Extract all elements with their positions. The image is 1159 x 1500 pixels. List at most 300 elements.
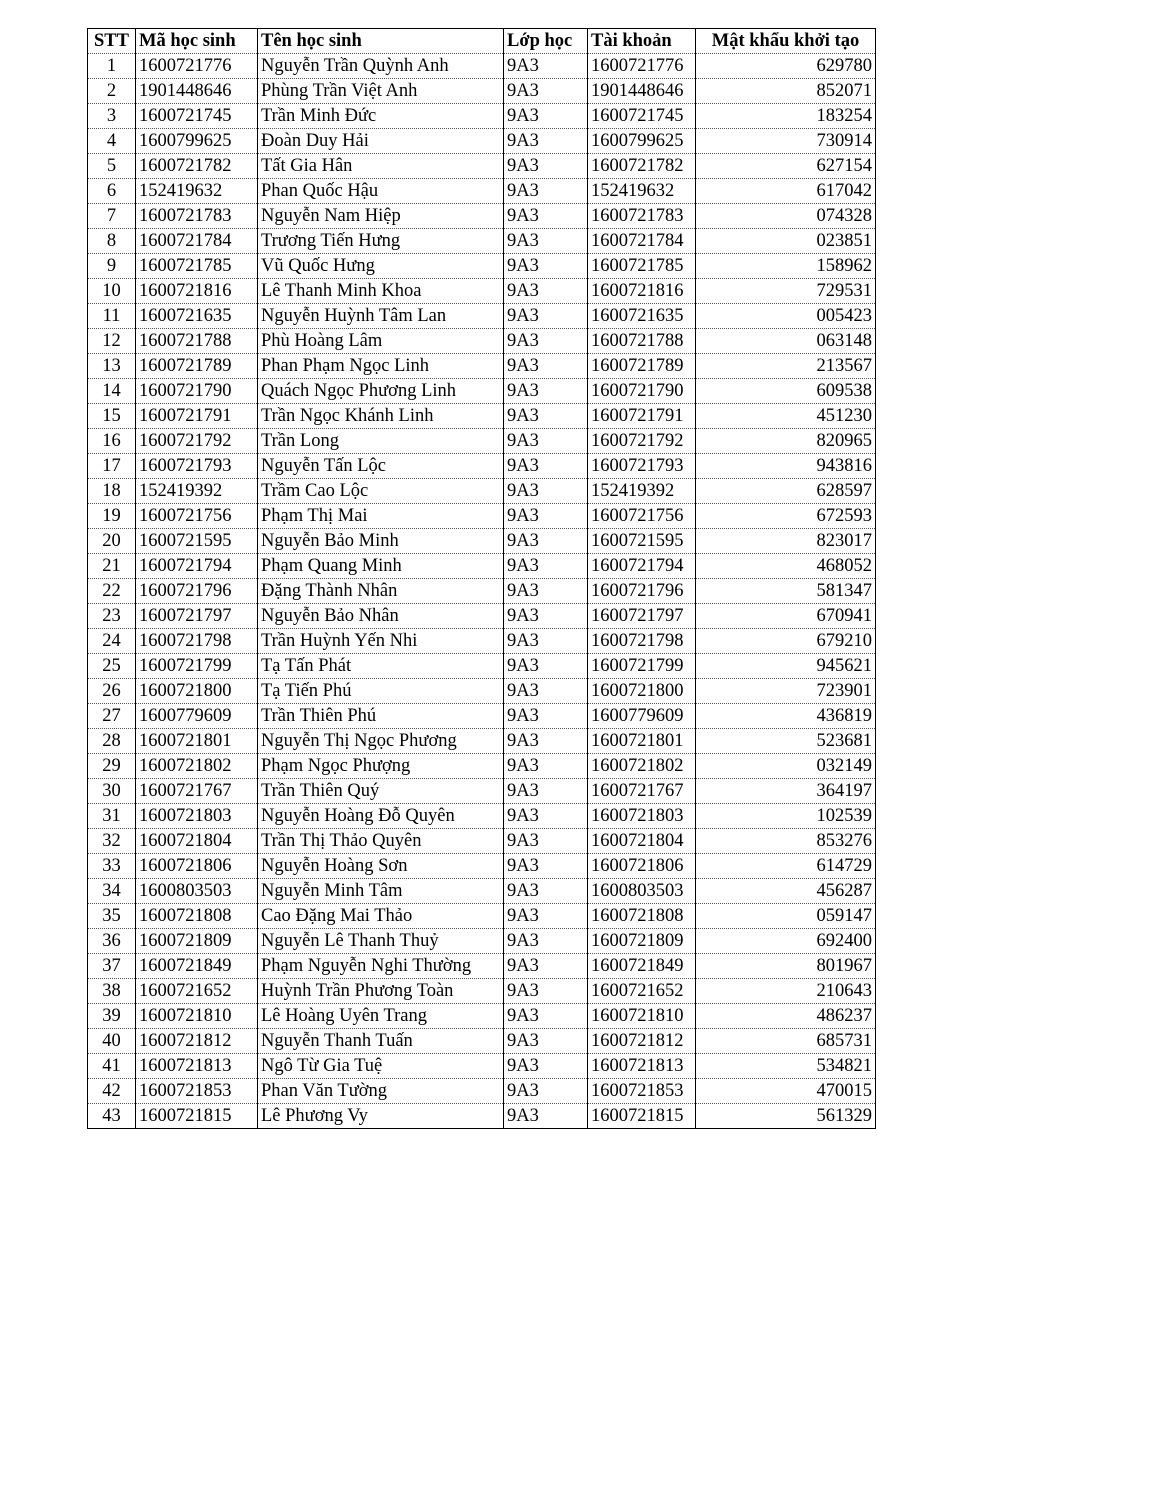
cell-student-id: 1600721816 <box>136 279 258 304</box>
cell-student-id: 152419392 <box>136 479 258 504</box>
cell-student-name: Phù Hoàng Lâm <box>258 329 504 354</box>
cell-class: 9A3 <box>504 504 588 529</box>
cell-student-id: 1600721804 <box>136 829 258 854</box>
cell-initial-password: 213567 <box>696 354 876 379</box>
cell-student-name: Trầm Cao Lộc <box>258 479 504 504</box>
cell-account: 1600721790 <box>588 379 696 404</box>
cell-initial-password: 801967 <box>696 954 876 979</box>
cell-student-name: Huỳnh Trần Phương Toàn <box>258 979 504 1004</box>
table-row <box>88 504 876 529</box>
table-row <box>88 354 876 379</box>
cell-student-id: 1600721808 <box>136 904 258 929</box>
cell-stt: 38 <box>88 979 136 1004</box>
cell-account: 1600721810 <box>588 1004 696 1029</box>
cell-class: 9A3 <box>504 579 588 604</box>
cell-class: 9A3 <box>504 429 588 454</box>
table-row <box>88 829 876 854</box>
cell-class: 9A3 <box>504 304 588 329</box>
cell-class: 9A3 <box>504 679 588 704</box>
cell-account: 1600721804 <box>588 829 696 854</box>
cell-student-id: 1600721756 <box>136 504 258 529</box>
cell-account: 1600721782 <box>588 154 696 179</box>
cell-class: 9A3 <box>504 529 588 554</box>
cell-student-name: Tạ Tấn Phát <box>258 654 504 679</box>
cell-account: 1600721776 <box>588 54 696 79</box>
cell-initial-password: 364197 <box>696 779 876 804</box>
table-row <box>88 104 876 129</box>
table-row <box>88 254 876 279</box>
cell-account: 1600721849 <box>588 954 696 979</box>
cell-class: 9A3 <box>504 54 588 79</box>
cell-account: 1600721798 <box>588 629 696 654</box>
cell-initial-password: 670941 <box>696 604 876 629</box>
cell-stt: 31 <box>88 804 136 829</box>
header-row <box>88 29 876 54</box>
cell-student-id: 1600721767 <box>136 779 258 804</box>
cell-stt: 35 <box>88 904 136 929</box>
cell-initial-password: 853276 <box>696 829 876 854</box>
cell-account: 1600779609 <box>588 704 696 729</box>
cell-class: 9A3 <box>504 629 588 654</box>
table-row <box>88 204 876 229</box>
header-student-name: Tên học sinh <box>258 29 504 54</box>
cell-stt: 39 <box>88 1004 136 1029</box>
cell-account: 1600721794 <box>588 554 696 579</box>
cell-account: 1600721797 <box>588 604 696 629</box>
table-row <box>88 604 876 629</box>
cell-stt: 26 <box>88 679 136 704</box>
cell-stt: 15 <box>88 404 136 429</box>
table-row <box>88 929 876 954</box>
cell-stt: 5 <box>88 154 136 179</box>
cell-student-name: Nguyễn Nam Hiệp <box>258 204 504 229</box>
cell-student-name: Nguyễn Thanh Tuấn <box>258 1029 504 1054</box>
cell-class: 9A3 <box>504 1104 588 1129</box>
cell-initial-password: 628597 <box>696 479 876 504</box>
table-row <box>88 304 876 329</box>
table-row <box>88 529 876 554</box>
cell-student-id: 1600721595 <box>136 529 258 554</box>
table-row <box>88 454 876 479</box>
cell-initial-password: 945621 <box>696 654 876 679</box>
cell-student-id: 1600721790 <box>136 379 258 404</box>
cell-student-id: 1600799625 <box>136 129 258 154</box>
cell-account: 1600721802 <box>588 754 696 779</box>
cell-student-id: 1600721812 <box>136 1029 258 1054</box>
cell-student-name: Trần Thiên Quý <box>258 779 504 804</box>
cell-student-name: Phạm Nguyễn Nghi Thường <box>258 954 504 979</box>
cell-account: 1600721595 <box>588 529 696 554</box>
table-row <box>88 1104 876 1129</box>
cell-account: 1600721799 <box>588 654 696 679</box>
cell-account: 1600721652 <box>588 979 696 1004</box>
cell-initial-password: 210643 <box>696 979 876 1004</box>
cell-student-id: 1600721801 <box>136 729 258 754</box>
cell-student-id: 1600721800 <box>136 679 258 704</box>
cell-initial-password: 059147 <box>696 904 876 929</box>
cell-stt: 9 <box>88 254 136 279</box>
cell-stt: 7 <box>88 204 136 229</box>
table-row <box>88 879 876 904</box>
cell-class: 9A3 <box>504 254 588 279</box>
table-row <box>88 329 876 354</box>
cell-initial-password: 102539 <box>696 804 876 829</box>
cell-student-name: Phan Quốc Hậu <box>258 179 504 204</box>
cell-student-name: Nguyễn Lê Thanh Thuỷ <box>258 929 504 954</box>
table-row <box>88 954 876 979</box>
cell-account: 1600721800 <box>588 679 696 704</box>
table-row <box>88 429 876 454</box>
cell-account: 1600721803 <box>588 804 696 829</box>
cell-student-id: 1600721797 <box>136 604 258 629</box>
cell-student-id: 1600721788 <box>136 329 258 354</box>
cell-stt: 33 <box>88 854 136 879</box>
cell-student-name: Lê Hoàng Uyên Trang <box>258 1004 504 1029</box>
table-row <box>88 179 876 204</box>
cell-class: 9A3 <box>504 404 588 429</box>
cell-student-id: 1600779609 <box>136 704 258 729</box>
cell-student-id: 1600721803 <box>136 804 258 829</box>
cell-initial-password: 820965 <box>696 429 876 454</box>
cell-initial-password: 468052 <box>696 554 876 579</box>
cell-initial-password: 627154 <box>696 154 876 179</box>
cell-student-id: 1600721799 <box>136 654 258 679</box>
cell-initial-password: 679210 <box>696 629 876 654</box>
cell-initial-password: 032149 <box>696 754 876 779</box>
cell-account: 1600721792 <box>588 429 696 454</box>
cell-account: 1600721801 <box>588 729 696 754</box>
cell-student-name: Đặng Thành Nhân <box>258 579 504 604</box>
cell-class: 9A3 <box>504 929 588 954</box>
table-row <box>88 79 876 104</box>
cell-stt: 2 <box>88 79 136 104</box>
header-student-id: Mã học sinh <box>136 29 258 54</box>
cell-initial-password: 023851 <box>696 229 876 254</box>
cell-initial-password: 074328 <box>696 204 876 229</box>
cell-initial-password: 729531 <box>696 279 876 304</box>
cell-student-id: 1600721815 <box>136 1104 258 1129</box>
cell-initial-password: 063148 <box>696 329 876 354</box>
cell-student-name: Phùng Trần Việt Anh <box>258 79 504 104</box>
cell-class: 9A3 <box>504 329 588 354</box>
cell-class: 9A3 <box>504 204 588 229</box>
table-row <box>88 54 876 79</box>
table-row <box>88 679 876 704</box>
table-row <box>88 1054 876 1079</box>
cell-class: 9A3 <box>504 829 588 854</box>
cell-student-name: Tạ Tiến Phú <box>258 679 504 704</box>
cell-account: 1600721789 <box>588 354 696 379</box>
cell-class: 9A3 <box>504 804 588 829</box>
cell-student-id: 1600721810 <box>136 1004 258 1029</box>
cell-student-name: Nguyễn Trần Quỳnh Anh <box>258 54 504 79</box>
cell-student-name: Phạm Thị Mai <box>258 504 504 529</box>
cell-class: 9A3 <box>504 904 588 929</box>
cell-student-name: Nguyễn Bảo Minh <box>258 529 504 554</box>
cell-stt: 23 <box>88 604 136 629</box>
cell-student-name: Trần Thị Thảo Quyên <box>258 829 504 854</box>
cell-initial-password: 523681 <box>696 729 876 754</box>
cell-student-id: 1600721792 <box>136 429 258 454</box>
cell-student-name: Trần Long <box>258 429 504 454</box>
header-initial-password: Mật khẩu khởi tạo <box>696 29 876 54</box>
cell-initial-password: 183254 <box>696 104 876 129</box>
cell-class: 9A3 <box>504 979 588 1004</box>
cell-student-name: Lê Phương Vy <box>258 1104 504 1129</box>
cell-class: 9A3 <box>504 604 588 629</box>
cell-class: 9A3 <box>504 179 588 204</box>
cell-stt: 25 <box>88 654 136 679</box>
cell-student-id: 1600721802 <box>136 754 258 779</box>
cell-initial-password: 629780 <box>696 54 876 79</box>
cell-class: 9A3 <box>504 654 588 679</box>
cell-account: 1600721788 <box>588 329 696 354</box>
cell-account: 1600721793 <box>588 454 696 479</box>
cell-class: 9A3 <box>504 479 588 504</box>
cell-student-name: Trần Thiên Phú <box>258 704 504 729</box>
cell-student-name: Ngô Từ Gia Tuệ <box>258 1054 504 1079</box>
cell-account: 1600721808 <box>588 904 696 929</box>
cell-stt: 42 <box>88 1079 136 1104</box>
cell-initial-password: 852071 <box>696 79 876 104</box>
cell-account: 1600721815 <box>588 1104 696 1129</box>
cell-stt: 29 <box>88 754 136 779</box>
cell-student-name: Vũ Quốc Hưng <box>258 254 504 279</box>
cell-class: 9A3 <box>504 704 588 729</box>
cell-account: 152419632 <box>588 179 696 204</box>
table-row <box>88 579 876 604</box>
cell-student-id: 1600721798 <box>136 629 258 654</box>
cell-student-id: 1600721785 <box>136 254 258 279</box>
cell-stt: 14 <box>88 379 136 404</box>
table-row <box>88 279 876 304</box>
cell-stt: 4 <box>88 129 136 154</box>
cell-student-id: 1600721813 <box>136 1054 258 1079</box>
cell-student-id: 1600721806 <box>136 854 258 879</box>
cell-initial-password: 672593 <box>696 504 876 529</box>
cell-class: 9A3 <box>504 854 588 879</box>
table-row <box>88 479 876 504</box>
cell-stt: 8 <box>88 229 136 254</box>
cell-account: 1901448646 <box>588 79 696 104</box>
cell-initial-password: 723901 <box>696 679 876 704</box>
cell-class: 9A3 <box>504 129 588 154</box>
cell-student-name: Nguyễn Minh Tâm <box>258 879 504 904</box>
cell-account: 1600721767 <box>588 779 696 804</box>
cell-student-name: Nguyễn Thị Ngọc Phương <box>258 729 504 754</box>
cell-stt: 40 <box>88 1029 136 1054</box>
table-row <box>88 1029 876 1054</box>
cell-class: 9A3 <box>504 779 588 804</box>
table-body <box>88 54 876 1129</box>
cell-initial-password: 005423 <box>696 304 876 329</box>
cell-stt: 28 <box>88 729 136 754</box>
cell-class: 9A3 <box>504 1029 588 1054</box>
cell-student-id: 1600721784 <box>136 229 258 254</box>
cell-stt: 37 <box>88 954 136 979</box>
cell-student-name: Phan Văn Tường <box>258 1079 504 1104</box>
table-row <box>88 1079 876 1104</box>
cell-student-id: 1600721791 <box>136 404 258 429</box>
cell-student-id: 152419632 <box>136 179 258 204</box>
cell-initial-password: 730914 <box>696 129 876 154</box>
student-account-table <box>87 28 876 1129</box>
cell-stt: 10 <box>88 279 136 304</box>
header-class: Lớp học <box>504 29 588 54</box>
cell-initial-password: 534821 <box>696 1054 876 1079</box>
cell-class: 9A3 <box>504 229 588 254</box>
cell-stt: 19 <box>88 504 136 529</box>
header-stt: STT <box>88 29 136 54</box>
cell-initial-password: 581347 <box>696 579 876 604</box>
table-row <box>88 754 876 779</box>
cell-student-name: Quách Ngọc Phương Linh <box>258 379 504 404</box>
cell-stt: 12 <box>88 329 136 354</box>
cell-class: 9A3 <box>504 354 588 379</box>
cell-stt: 32 <box>88 829 136 854</box>
cell-account: 1600803503 <box>588 879 696 904</box>
cell-initial-password: 609538 <box>696 379 876 404</box>
cell-stt: 11 <box>88 304 136 329</box>
cell-class: 9A3 <box>504 154 588 179</box>
cell-class: 9A3 <box>504 754 588 779</box>
cell-initial-password: 456287 <box>696 879 876 904</box>
cell-initial-password: 617042 <box>696 179 876 204</box>
cell-student-name: Nguyễn Huỳnh Tâm Lan <box>258 304 504 329</box>
cell-account: 152419392 <box>588 479 696 504</box>
cell-student-name: Nguyễn Hoàng Sơn <box>258 854 504 879</box>
cell-class: 9A3 <box>504 379 588 404</box>
cell-class: 9A3 <box>504 954 588 979</box>
table-row <box>88 979 876 1004</box>
cell-stt: 6 <box>88 179 136 204</box>
cell-account: 1600721791 <box>588 404 696 429</box>
cell-student-name: Trần Ngọc Khánh Linh <box>258 404 504 429</box>
cell-account: 1600721809 <box>588 929 696 954</box>
cell-student-name: Cao Đặng Mai Thảo <box>258 904 504 929</box>
table-row <box>88 854 876 879</box>
cell-student-name: Phạm Quang Minh <box>258 554 504 579</box>
table-row <box>88 904 876 929</box>
cell-stt: 21 <box>88 554 136 579</box>
cell-stt: 17 <box>88 454 136 479</box>
cell-student-id: 1600721776 <box>136 54 258 79</box>
cell-initial-password: 436819 <box>696 704 876 729</box>
cell-account: 1600799625 <box>588 129 696 154</box>
table-row <box>88 229 876 254</box>
table-row <box>88 729 876 754</box>
cell-account: 1600721745 <box>588 104 696 129</box>
cell-class: 9A3 <box>504 1079 588 1104</box>
cell-class: 9A3 <box>504 729 588 754</box>
cell-student-id: 1600803503 <box>136 879 258 904</box>
cell-stt: 20 <box>88 529 136 554</box>
cell-stt: 36 <box>88 929 136 954</box>
cell-stt: 27 <box>88 704 136 729</box>
cell-student-name: Đoàn Duy Hải <box>258 129 504 154</box>
table-row <box>88 154 876 179</box>
cell-student-name: Trần Minh Đức <box>258 104 504 129</box>
cell-student-id: 1600721809 <box>136 929 258 954</box>
cell-student-id: 1600721853 <box>136 1079 258 1104</box>
cell-student-name: Nguyễn Tấn Lộc <box>258 454 504 479</box>
table-row <box>88 404 876 429</box>
cell-initial-password: 692400 <box>696 929 876 954</box>
cell-stt: 41 <box>88 1054 136 1079</box>
table-row <box>88 704 876 729</box>
cell-class: 9A3 <box>504 1054 588 1079</box>
cell-class: 9A3 <box>504 1004 588 1029</box>
cell-student-id: 1600721782 <box>136 154 258 179</box>
cell-initial-password: 614729 <box>696 854 876 879</box>
cell-class: 9A3 <box>504 879 588 904</box>
cell-student-name: Tất Gia Hân <box>258 154 504 179</box>
cell-account: 1600721785 <box>588 254 696 279</box>
cell-class: 9A3 <box>504 104 588 129</box>
cell-account: 1600721783 <box>588 204 696 229</box>
cell-stt: 22 <box>88 579 136 604</box>
cell-account: 1600721756 <box>588 504 696 529</box>
cell-student-name: Phan Phạm Ngọc Linh <box>258 354 504 379</box>
table-row <box>88 129 876 154</box>
cell-initial-password: 470015 <box>696 1079 876 1104</box>
cell-student-name: Nguyễn Hoàng Đỗ Quyên <box>258 804 504 829</box>
cell-stt: 43 <box>88 1104 136 1129</box>
cell-student-id: 1600721783 <box>136 204 258 229</box>
cell-class: 9A3 <box>504 454 588 479</box>
table-row <box>88 779 876 804</box>
cell-student-name: Lê Thanh Minh Khoa <box>258 279 504 304</box>
cell-stt: 13 <box>88 354 136 379</box>
cell-student-name: Trần Huỳnh Yến Nhi <box>258 629 504 654</box>
cell-student-id: 1600721745 <box>136 104 258 129</box>
cell-student-id: 1600721794 <box>136 554 258 579</box>
cell-account: 1600721796 <box>588 579 696 604</box>
cell-account: 1600721635 <box>588 304 696 329</box>
cell-stt: 24 <box>88 629 136 654</box>
cell-initial-password: 486237 <box>696 1004 876 1029</box>
cell-student-id: 1600721652 <box>136 979 258 1004</box>
cell-student-name: Phạm Ngọc Phượng <box>258 754 504 779</box>
cell-class: 9A3 <box>504 79 588 104</box>
cell-student-name: Trương Tiến Hưng <box>258 229 504 254</box>
cell-stt: 1 <box>88 54 136 79</box>
cell-student-id: 1600721789 <box>136 354 258 379</box>
cell-initial-password: 561329 <box>696 1104 876 1129</box>
cell-student-id: 1600721849 <box>136 954 258 979</box>
cell-class: 9A3 <box>504 554 588 579</box>
cell-student-id: 1600721796 <box>136 579 258 604</box>
cell-account: 1600721813 <box>588 1054 696 1079</box>
cell-initial-password: 823017 <box>696 529 876 554</box>
table-row <box>88 554 876 579</box>
table-row <box>88 379 876 404</box>
cell-stt: 16 <box>88 429 136 454</box>
cell-student-id: 1600721793 <box>136 454 258 479</box>
cell-stt: 30 <box>88 779 136 804</box>
cell-stt: 34 <box>88 879 136 904</box>
cell-initial-password: 685731 <box>696 1029 876 1054</box>
cell-student-id: 1600721635 <box>136 304 258 329</box>
cell-stt: 18 <box>88 479 136 504</box>
cell-student-id: 1901448646 <box>136 79 258 104</box>
cell-initial-password: 451230 <box>696 404 876 429</box>
table-row <box>88 1004 876 1029</box>
cell-student-name: Nguyễn Bảo Nhân <box>258 604 504 629</box>
cell-class: 9A3 <box>504 279 588 304</box>
table-row <box>88 629 876 654</box>
cell-stt: 3 <box>88 104 136 129</box>
